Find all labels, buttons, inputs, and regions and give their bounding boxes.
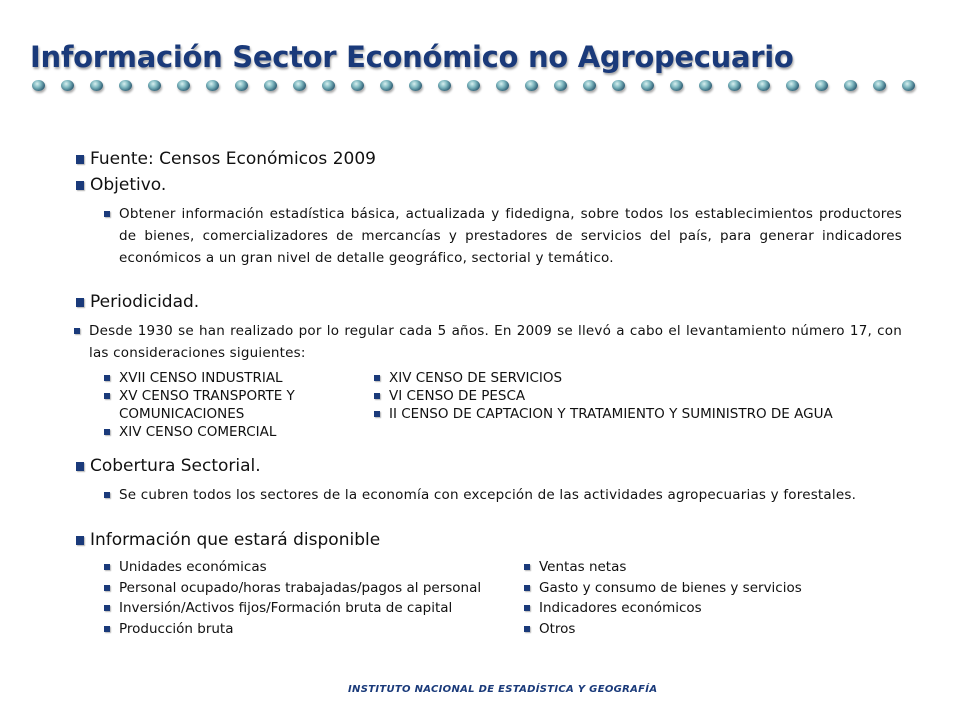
censos-right-list bbox=[374, 369, 904, 423]
objetivo-item bbox=[104, 203, 902, 269]
list-item: XV CENSO TRANSPORTE Y COMUNICACIONES bbox=[104, 387, 349, 423]
objetivo-text: Obtener información estadística básica, actualizada y fidedigna, sobre todos los establecimientos productores de bienes, comercializadores de mercancías y prestadores de servicios del país, para generar indicadores económicos a un gran nivel de detalle geográfico, sectorial y temático. bbox=[119, 206, 902, 266]
divider-dot-icon bbox=[380, 80, 393, 91]
bullet-square-icon bbox=[374, 411, 380, 417]
divider-dot-icon bbox=[409, 80, 422, 91]
divider-dot-icon bbox=[815, 80, 828, 91]
list-item: Ventas netas bbox=[524, 557, 904, 578]
divider-dot-icon bbox=[786, 80, 799, 91]
bullet-square-icon bbox=[374, 375, 380, 381]
bullet-square-icon bbox=[76, 462, 84, 471]
bullet-square-icon bbox=[76, 155, 84, 164]
periodicidad-heading: Periodicidad. bbox=[90, 292, 200, 312]
divider-dot-icon bbox=[467, 80, 480, 91]
divider-dot-icon bbox=[583, 80, 596, 91]
informacion-right-list bbox=[524, 557, 904, 639]
divider-dot-icon bbox=[322, 80, 335, 91]
list-item: Otros bbox=[524, 619, 904, 640]
divider-dot-icon bbox=[670, 80, 683, 91]
list-item: Personal ocupado/horas trabajadas/pagos al personal bbox=[104, 578, 492, 599]
divider-dot-icon bbox=[757, 80, 770, 91]
divider-dot-icon bbox=[438, 80, 451, 91]
list-item: Indicadores económicos bbox=[524, 598, 904, 619]
divider-dot-icon bbox=[206, 80, 219, 91]
list-item: XVII CENSO INDUSTRIAL bbox=[104, 369, 349, 387]
divider-dot-icon bbox=[554, 80, 567, 91]
divider-dot-icon bbox=[728, 80, 741, 91]
fuente-text: Fuente: Censos Económicos 2009 bbox=[90, 149, 376, 169]
divider-dot-icon bbox=[177, 80, 190, 91]
bullet-square-icon bbox=[104, 564, 110, 570]
divider-dot-icon bbox=[496, 80, 509, 91]
bullet-square-icon bbox=[374, 393, 380, 399]
decorative-dot-divider bbox=[32, 80, 932, 98]
censos-left-list bbox=[104, 369, 349, 441]
informacion-heading-item bbox=[76, 530, 380, 550]
divider-dot-icon bbox=[148, 80, 161, 91]
divider-dot-icon bbox=[612, 80, 625, 91]
bullet-square-icon bbox=[104, 393, 110, 399]
divider-dot-icon bbox=[90, 80, 103, 91]
list-item: XIV CENSO COMERCIAL bbox=[104, 423, 349, 441]
bullet-square-icon bbox=[524, 564, 530, 570]
list-item: Gasto y consumo de bienes y servicios bbox=[524, 578, 904, 599]
divider-dot-icon bbox=[873, 80, 886, 91]
cobertura-heading-item bbox=[76, 456, 261, 476]
divider-dot-icon bbox=[264, 80, 277, 91]
periodicidad-text: Desde 1930 se han realizado por lo regular cada 5 años. En 2009 se llevó a cabo el levantamiento número 17, con las consideraciones siguientes: bbox=[89, 323, 902, 361]
divider-dot-icon bbox=[699, 80, 712, 91]
bullet-square-icon bbox=[76, 298, 84, 307]
list-item: II CENSO DE CAPTACION Y TRATAMIENTO Y SUMINISTRO DE AGUA bbox=[374, 405, 904, 423]
bullet-square-icon bbox=[76, 536, 84, 545]
fuente-item bbox=[76, 149, 376, 169]
divider-dot-icon bbox=[351, 80, 364, 91]
list-item: Producción bruta bbox=[104, 619, 492, 640]
footer-institution: INSTITUTO NACIONAL DE ESTADÍSTICA Y GEOGRAFÍA bbox=[348, 684, 658, 695]
divider-dot-icon bbox=[525, 80, 538, 91]
divider-dot-icon bbox=[119, 80, 132, 91]
bullet-square-icon bbox=[104, 605, 110, 611]
divider-dot-icon bbox=[235, 80, 248, 91]
bullet-square-icon bbox=[76, 181, 84, 190]
periodicidad-heading-item bbox=[76, 292, 199, 312]
divider-dot-icon bbox=[61, 80, 74, 91]
bullet-square-icon bbox=[74, 328, 80, 334]
informacion-left-list bbox=[104, 557, 492, 639]
divider-dot-icon bbox=[844, 80, 857, 91]
page-title: Información Sector Económico no Agropecuario bbox=[30, 40, 794, 74]
bullet-square-icon bbox=[524, 605, 530, 611]
bullet-square-icon bbox=[104, 626, 110, 632]
divider-dot-icon bbox=[902, 80, 915, 91]
periodicidad-item bbox=[74, 320, 902, 364]
list-item: Inversión/Activos fijos/Formación bruta de capital bbox=[104, 598, 492, 619]
cobertura-item bbox=[104, 484, 902, 506]
cobertura-heading: Cobertura Sectorial. bbox=[90, 456, 261, 476]
cobertura-text: Se cubren todos los sectores de la economía con excepción de las actividades agropecuarias y forestales. bbox=[119, 487, 857, 503]
bullet-square-icon bbox=[104, 585, 110, 591]
bullet-square-icon bbox=[104, 492, 110, 498]
list-item: Unidades económicas bbox=[104, 557, 492, 578]
bullet-square-icon bbox=[104, 429, 110, 435]
bullet-square-icon bbox=[524, 585, 530, 591]
bullet-square-icon bbox=[524, 626, 530, 632]
list-item: VI CENSO DE PESCA bbox=[374, 387, 904, 405]
bullet-square-icon bbox=[104, 211, 110, 217]
informacion-heading: Información que estará disponible bbox=[90, 530, 381, 550]
bullet-square-icon bbox=[104, 375, 110, 381]
objetivo-heading-item bbox=[76, 175, 166, 195]
objetivo-heading: Objetivo. bbox=[90, 175, 167, 195]
divider-dot-icon bbox=[293, 80, 306, 91]
divider-dot-icon bbox=[641, 80, 654, 91]
divider-dot-icon bbox=[32, 80, 45, 91]
list-item: XIV CENSO DE SERVICIOS bbox=[374, 369, 904, 387]
